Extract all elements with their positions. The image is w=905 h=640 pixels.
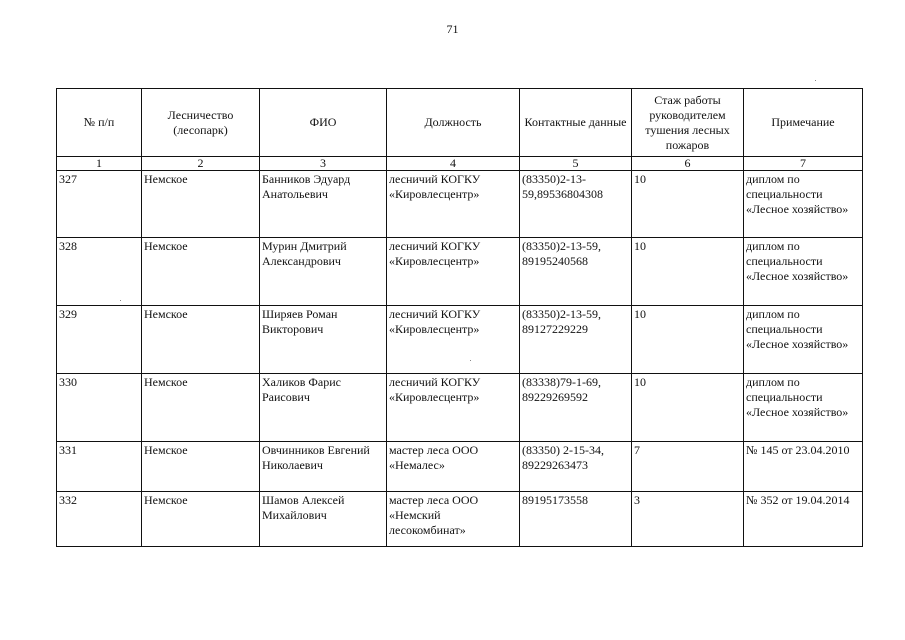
cell-experience: 10 bbox=[632, 171, 744, 238]
cell-contacts: (83350)2-13-59, 89127229229 bbox=[520, 306, 632, 374]
cell-name: Мурин Дмитрий Александрович bbox=[260, 238, 387, 306]
cell-contacts: (83338)79-1-69, 89229269592 bbox=[520, 374, 632, 442]
header-name: ФИО bbox=[260, 89, 387, 157]
table-row bbox=[57, 238, 863, 306]
cell-name: Банников Эдуард Анатольевич bbox=[260, 171, 387, 238]
column-number: 3 bbox=[260, 157, 387, 171]
cell-number: 331 bbox=[57, 442, 142, 492]
column-number: 7 bbox=[744, 157, 863, 171]
cell-contacts: (83350)2-13-59,89536804308 bbox=[520, 171, 632, 238]
cell-position: лесничий КОГКУ «Кировлесцентр» bbox=[387, 374, 520, 442]
cell-note: диплом по специальности «Лесное хозяйство» bbox=[744, 306, 863, 374]
cell-name: Овчинников Евгений Николаевич bbox=[260, 442, 387, 492]
cell-contacts: (83350)2-13-59, 89195240568 bbox=[520, 238, 632, 306]
cell-number: 327 bbox=[57, 171, 142, 238]
cell-position: лесничий КОГКУ «Кировлесцентр» bbox=[387, 238, 520, 306]
cell-forestry: Немское bbox=[142, 171, 260, 238]
scan-speck bbox=[815, 80, 816, 81]
cell-experience: 10 bbox=[632, 306, 744, 374]
header-number: № п/п bbox=[57, 89, 142, 157]
scan-speck bbox=[470, 360, 471, 361]
cell-number: 328 bbox=[57, 238, 142, 306]
header-contacts: Контактные данные bbox=[520, 89, 632, 157]
cell-note: диплом по специальности «Лесное хозяйство» bbox=[744, 171, 863, 238]
cell-forestry: Немское bbox=[142, 374, 260, 442]
table-row bbox=[57, 171, 863, 238]
cell-note: диплом по специальности «Лесное хозяйство» bbox=[744, 238, 863, 306]
column-number: 5 bbox=[520, 157, 632, 171]
cell-contacts: (83350) 2-15-34, 89229263473 bbox=[520, 442, 632, 492]
cell-contacts: 89195173558 bbox=[520, 492, 632, 547]
cell-note: диплом по специальности «Лесное хозяйство» bbox=[744, 374, 863, 442]
cell-name: Ширяев Роман Викторович bbox=[260, 306, 387, 374]
cell-experience: 10 bbox=[632, 374, 744, 442]
personnel-table bbox=[56, 88, 863, 547]
cell-position: мастер леса ООО «Немский лесокомбинат» bbox=[387, 492, 520, 547]
column-number: 2 bbox=[142, 157, 260, 171]
cell-experience: 7 bbox=[632, 442, 744, 492]
cell-position: лесничий КОГКУ «Кировлесцентр» bbox=[387, 171, 520, 238]
table-row bbox=[57, 374, 863, 442]
table-row bbox=[57, 492, 863, 547]
header-forestry: Лесничество (лесопарк) bbox=[142, 89, 260, 157]
header-experience: Стаж работы руководителем тушения лесных пожаров bbox=[632, 89, 744, 157]
cell-forestry: Немское bbox=[142, 306, 260, 374]
cell-note: № 145 от 23.04.2010 bbox=[744, 442, 863, 492]
cell-position: мастер леса ООО «Немалес» bbox=[387, 442, 520, 492]
column-number: 4 bbox=[387, 157, 520, 171]
header-position: Должность bbox=[387, 89, 520, 157]
column-number: 1 bbox=[57, 157, 142, 171]
cell-experience: 3 bbox=[632, 492, 744, 547]
cell-forestry: Немское bbox=[142, 238, 260, 306]
header-note: Примечание bbox=[744, 89, 863, 157]
cell-forestry: Немское bbox=[142, 492, 260, 547]
cell-position: лесничий КОГКУ «Кировлесцентр» bbox=[387, 306, 520, 374]
cell-forestry: Немское bbox=[142, 442, 260, 492]
cell-experience: 10 bbox=[632, 238, 744, 306]
table-row bbox=[57, 442, 863, 492]
table-header-row bbox=[57, 89, 863, 157]
cell-number: 332 bbox=[57, 492, 142, 547]
cell-name: Шамов Алексей Михайлович bbox=[260, 492, 387, 547]
column-number: 6 bbox=[632, 157, 744, 171]
page-number: 71 bbox=[446, 22, 459, 36]
table-row bbox=[57, 306, 863, 374]
cell-name: Халиков Фарис Раисович bbox=[260, 374, 387, 442]
cell-note: № 352 от 19.04.2014 bbox=[744, 492, 863, 547]
scan-speck bbox=[120, 300, 121, 301]
column-number-row bbox=[57, 157, 863, 171]
cell-number: 330 bbox=[57, 374, 142, 442]
cell-number: 329 bbox=[57, 306, 142, 374]
